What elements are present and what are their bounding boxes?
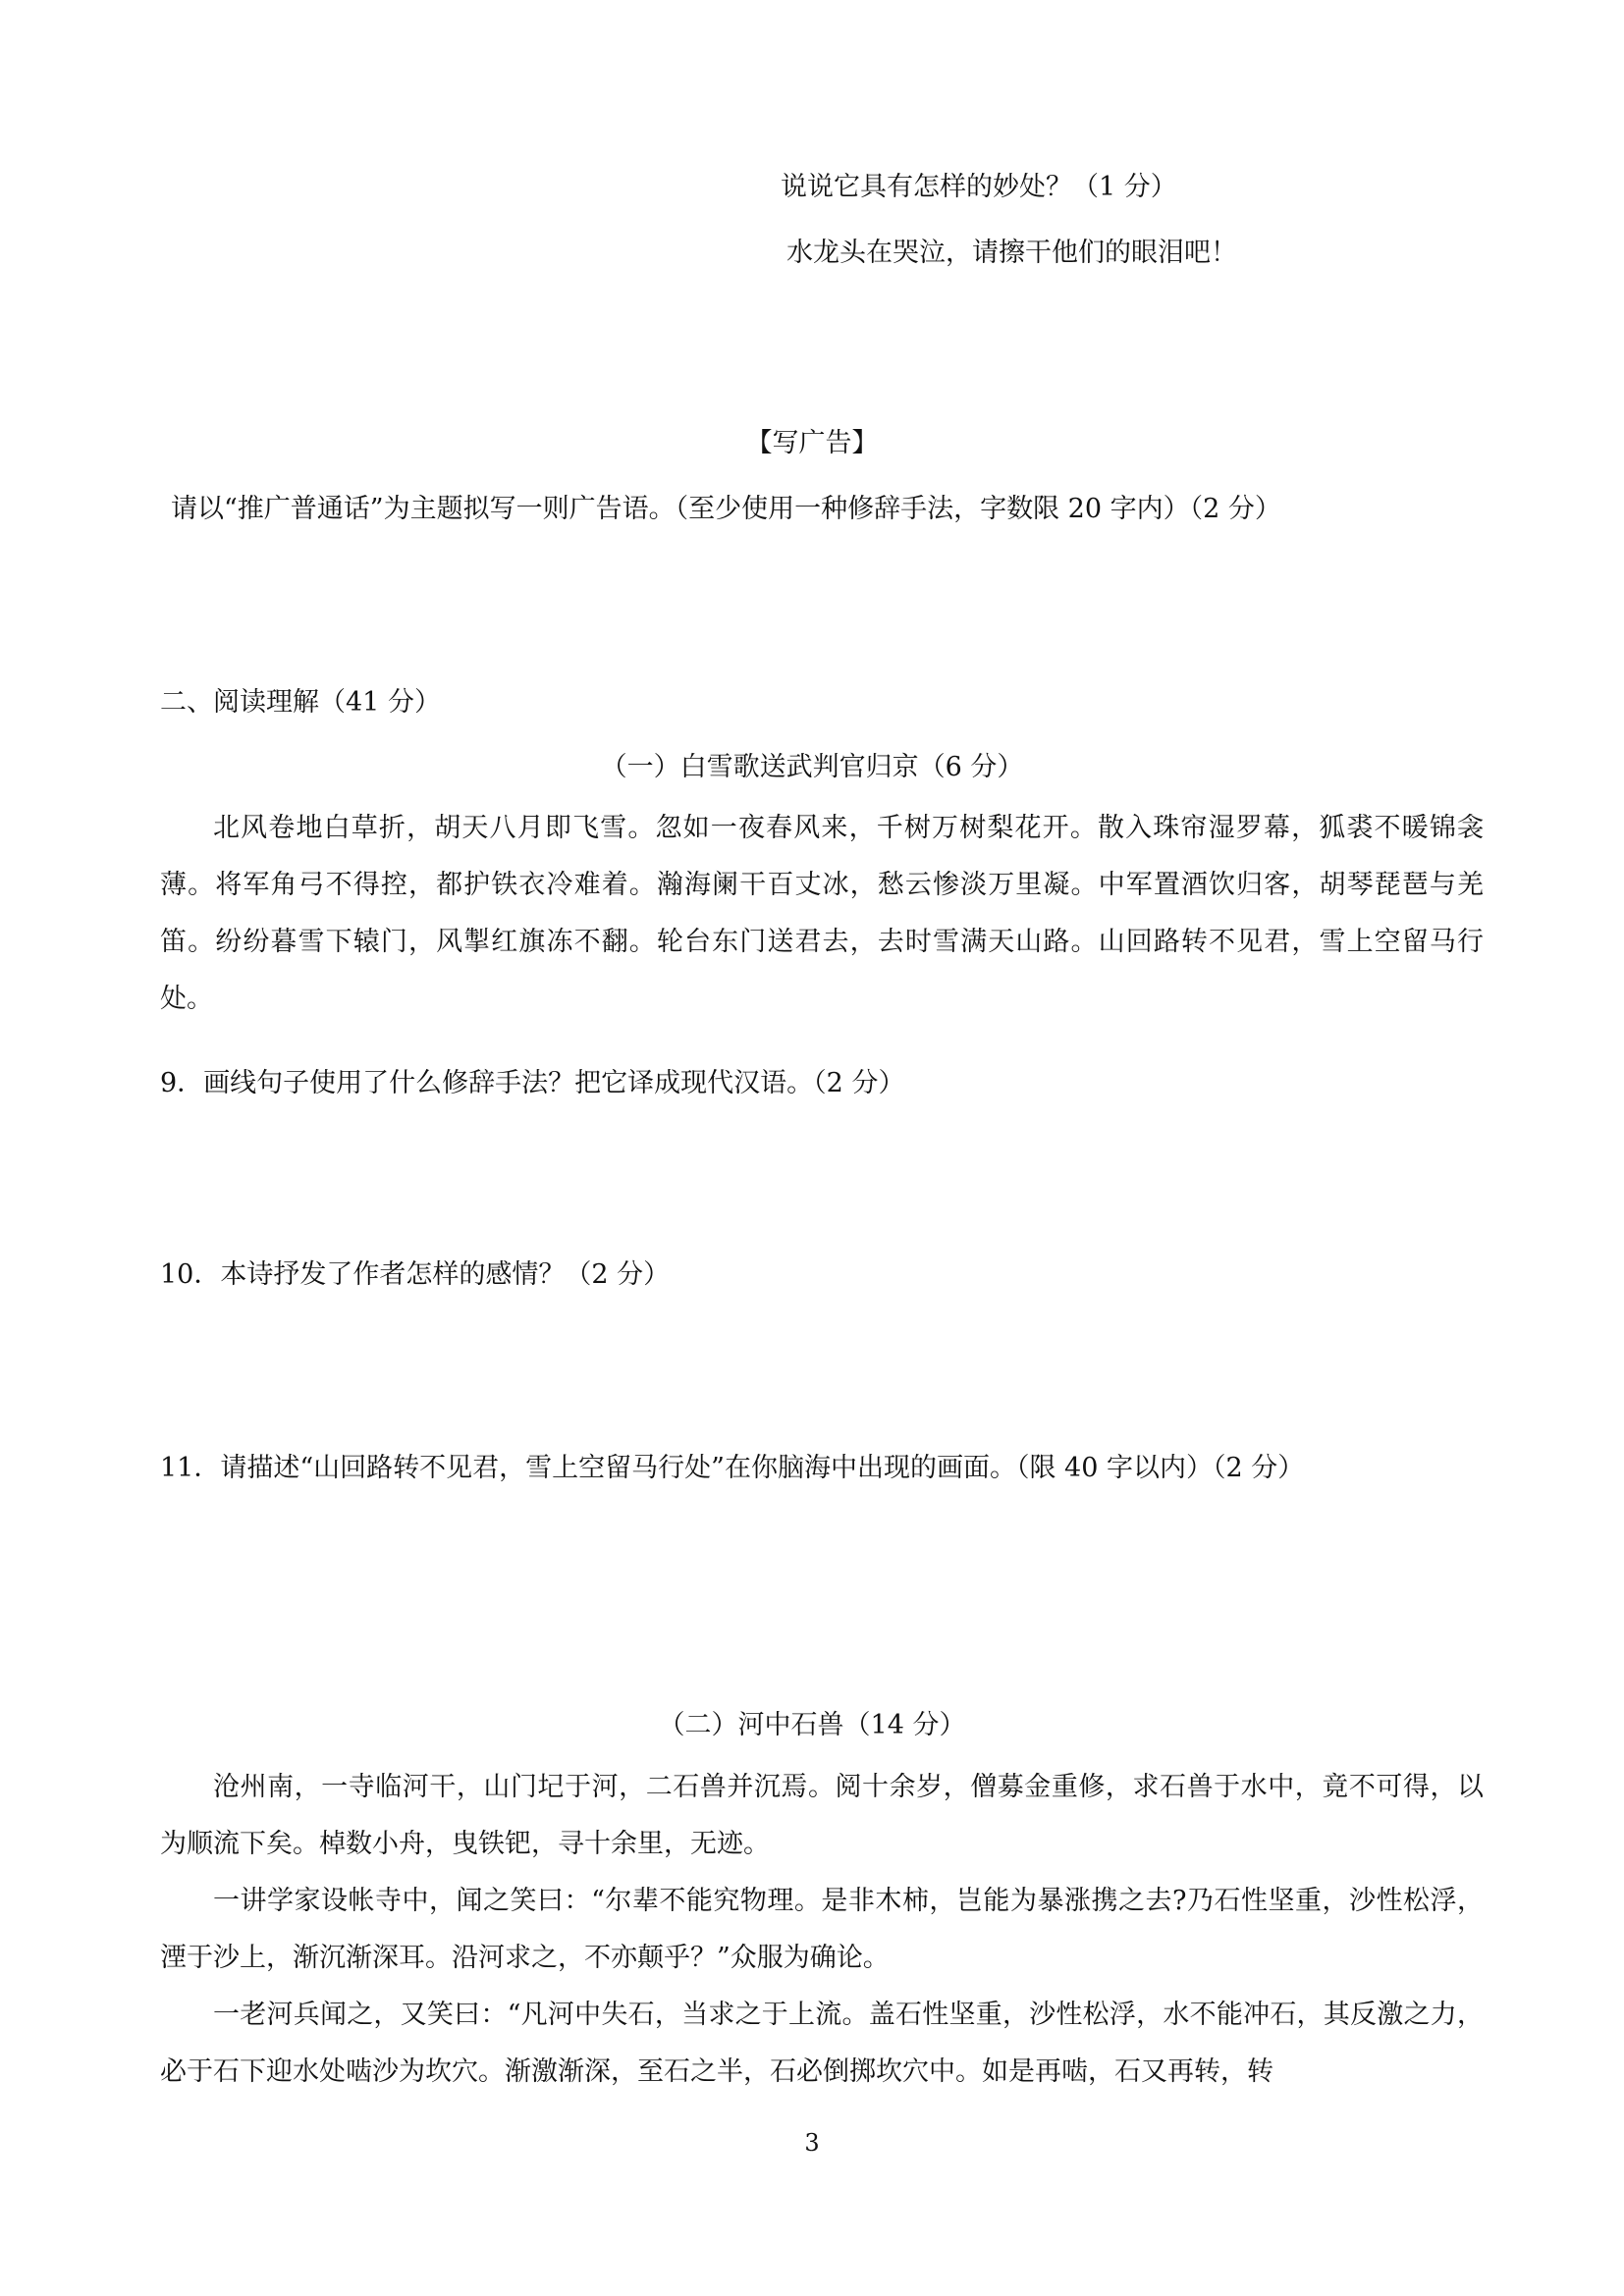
advert-prompt: 请以“推广普通话”为主题拟写一则广告语。（至少使用一种修辞手法，字数限 20 字内）（2 分）: [171, 494, 1281, 524]
poem-text: 北风卷地白草折，胡天八月即飞雪。忽如一夜春风来，千树万树梨花开。散入珠帘湿罗幕，狐裘不暖锦衾薄。将军角弓不得控，都护铁衣冷难着。瀚海阑干百丈冰，愁云惨淡万里凝。中军置酒饮归客，胡琴琵琶与羌笛。纷纷暮雪下辕门，风掣红旗冻不翻。轮台东门送君去，去时雪满天山路。山回路转不见君，雪上空留马行处。: [160, 813, 1484, 1014]
sign-text: 水龙头在哭泣，请擦干他们的眼泪吧！: [786, 238, 1237, 268]
poem-title: （一）白雪歌送武判官归京（6 分）: [600, 752, 1024, 782]
prose-paragraph-2: 一讲学家设帐寺中，闻之笑曰：“尔辈不能究物理。是非木柿，岂能为暴涨携之去?乃石性坚重，沙性松浮，湮于沙上，渐沉渐深耳。沿河求之，不亦颠乎？”众服为确论。: [160, 1886, 1484, 1973]
question-9: 9．画线句子使用了什么修辞手法？把它译成现代汉语。（2 分）: [160, 1068, 905, 1098]
prose-paragraph-3: 一老河兵闻之，又笑曰：“凡河中失石，当求之于上流。盖石性坚重，沙性松浮，水不能冲石，其反激之力，必于石下迎水处啮沙为坎穴。渐激渐深，至石之半，石必倒掷坎穴中。如是再啮，石又再转，转: [160, 2000, 1484, 2087]
question-10: 10．本诗抒发了作者怎样的感情？（2 分）: [160, 1259, 671, 1290]
section-title: 二、阅读理解（41 分）: [160, 687, 441, 718]
prose-title: （二）河中石兽（14 分）: [658, 1710, 966, 1740]
prose-paragraph-1: 沧州南，一寺临河干，山门圮于河，二石兽并沉焉。阅十余岁，僧募金重修，求石兽于水中，竟不可得，以为顺流下矣。棹数小舟，曳铁钯，寻十余里，无迹。: [160, 1772, 1484, 1859]
advert-heading: 【写广告】: [745, 428, 879, 458]
question-11: 11．请描述“山回路转不见君，雪上空留马行处”在你脑海中出现的画面。（限 40 字以内）（2 分）: [160, 1453, 1305, 1483]
question-line: 说说它具有怎样的妙处？（1 分）: [781, 172, 1177, 202]
page-number: 3: [804, 2129, 820, 2157]
